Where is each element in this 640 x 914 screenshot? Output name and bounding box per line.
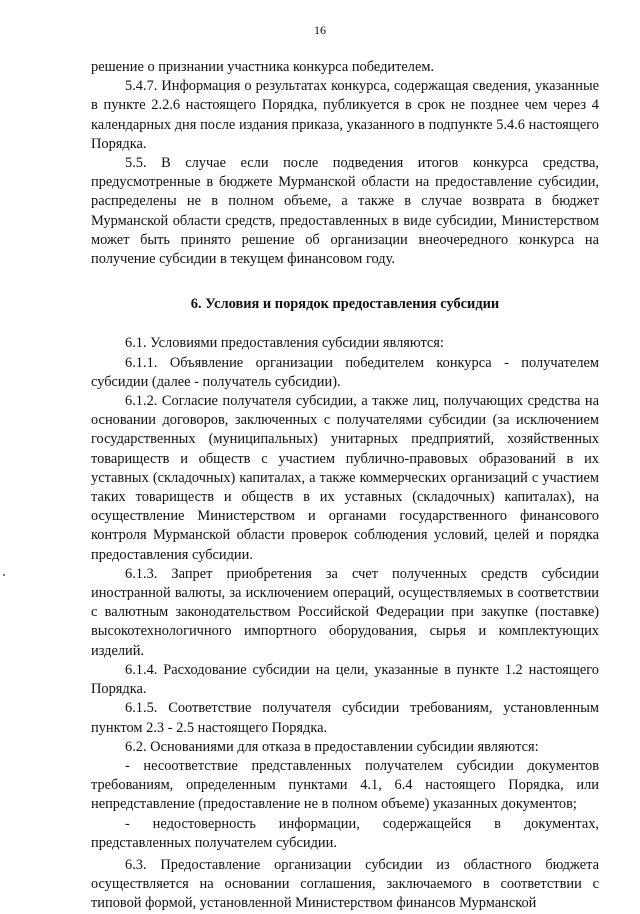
paragraph-6-1-4: 6.1.4. Расходование субсидии на цели, указанные в пункте 1.2 настоящего Порядка. [91, 661, 599, 698]
list-item-refusal-1: - несоответствие представленных получателем субсидии документов требованиям, определенным пунктами 4.1, 6.4 настоящего Порядка, или непредставление (предоставление не в полном объеме) указанных документов; [91, 757, 599, 813]
list-item-refusal-2: - недостоверность информации, содержащейся в документах, представленных получателем субсидии. [91, 815, 599, 851]
document-body [91, 58, 599, 914]
scan-mark [3, 574, 5, 576]
paragraph-6-3: 6.3. Предоставление организации субсидии из областного бюджета осуществляется на основании соглашения, заключаемого в соответствии с типовой формой, установленной Министерством финансов Мурманской [91, 856, 599, 912]
paragraph-6-1-2: 6.1.2. Согласие получателя субсидии, а также лиц, получающих средства на основании договоров, заключенных с получателями субсидии (за исключением государственных (муниципальных) унитарных предприятий, хозяйственных товариществ и обществ с участием публично-правовых образований в их уставных (складочных) капиталах, а также коммерческих организаций с участием таких товариществ и обществ в их уставных (складочных) капиталах), на осуществление Министерством и органами государственного финансового контроля Мурманской области проверок соблюдения условий, целей и порядка предоставления субсидии. [91, 393, 599, 563]
paragraph-6-1-5: 6.1.5. Соответствие получателя субсидии требованиям, установленным пунктом 2.3 - 2.5 настоящего Порядка. [91, 700, 599, 736]
section-heading-6: 6. Условия и порядок предоставления субсидии [190, 296, 500, 313]
paragraph-6-1: 6.1. Условиями предоставления субсидии являются: [125, 335, 444, 352]
paragraph-6-2: 6.2. Основаниями для отказа в предоставлении субсидии являются: [125, 738, 539, 755]
paragraph-5-4-7: 5.4.7. Информация о результатах конкурса, содержащая сведения, указанные в пункте 2.2.6 настоящего Порядка, публикуется в срок не позднее чем через 4 календарных дня после издания приказа, указанного в подпункте 5.4.6 настоящего Порядка. [91, 78, 599, 152]
paragraph-6-1-3: 6.1.3. Запрет приобретения за счет полученных средств субсидии иностранной валюты, за исключением операций, осуществляемых в соответствии с валютным законодательством Российской Федерации при закупке (поставке) высокотехнологичного импортного оборудования, сырья и комплектующих изделий. [91, 565, 599, 659]
paragraph-continuation: решение о признании участника конкурса победителем. [91, 59, 435, 75]
paragraph-5-5: 5.5. В случае если после подведения итогов конкурса средства, предусмотренные в бюджете Мурманской области на предоставление субсидии, распределены не в полном объеме, а также в случае возврата в бюджет Мурманской области средств, предоставленных в виде субсидии, Министерством может быть принято решение об организации внеочередного конкурса на получение субсидии в текущем финансовом году. [91, 155, 599, 268]
paragraph-6-1-1: 6.1.1. Объявление организации победителем конкурса - получателем субсидии (далее - получатель субсидии). [91, 354, 599, 390]
page-number: 16 [314, 23, 326, 37]
